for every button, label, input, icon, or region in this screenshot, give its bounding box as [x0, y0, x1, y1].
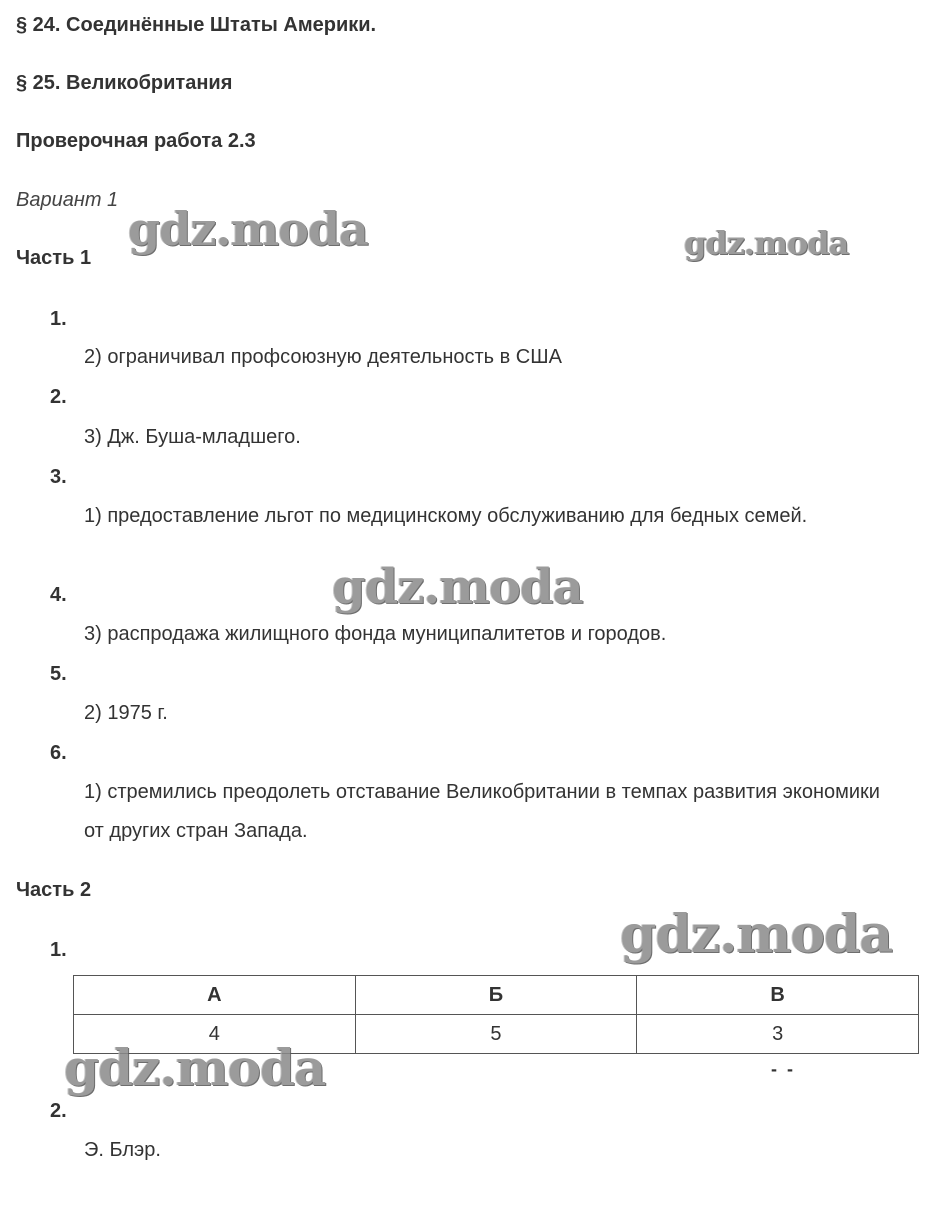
answer-text: 2) ограничивал профсоюзную деятельность в США: [84, 346, 562, 368]
question-number: 4.: [50, 584, 67, 606]
answer-text: 2) 1975 г.: [84, 702, 168, 724]
trailing-marks: - -: [771, 1059, 793, 1079]
table-header-cell: А: [74, 976, 356, 1015]
watermark-logo: gdz.moda: [64, 1038, 326, 1097]
answer-text: Э. Блэр.: [84, 1139, 161, 1161]
table-header-cell: Б: [355, 976, 637, 1015]
table-header-row: [74, 976, 919, 1015]
question-number: 3.: [50, 466, 67, 488]
section-25-heading: § 25. Великобритания: [16, 72, 233, 94]
table-cell: 3: [637, 1015, 919, 1054]
table-cell: 4: [74, 1015, 356, 1054]
answer-text: 3) распродажа жилищного фонда муниципалитетов и городов.: [84, 623, 667, 645]
watermark-logo: gdz.moda: [684, 224, 849, 262]
variant-label: Вариант 1: [16, 189, 119, 211]
answer-table: [73, 975, 919, 1054]
table-cell: 5: [355, 1015, 637, 1054]
question-number: 1.: [50, 939, 67, 961]
test-title: Проверочная работа 2.3: [16, 130, 256, 152]
question-number: 5.: [50, 663, 67, 685]
watermark-logo: gdz.moda: [332, 559, 583, 615]
question-number: 6.: [50, 742, 67, 764]
question-number: 2.: [50, 1100, 67, 1122]
section-24-heading: § 24. Соединённые Штаты Америки.: [16, 14, 377, 36]
table-row: [74, 1015, 919, 1054]
question-number: 2.: [50, 386, 67, 408]
answer-text: 1) предоставление льгот по медицинскому обслуживанию для бедных семей.: [84, 505, 808, 527]
watermark-logo: gdz.moda: [128, 202, 368, 256]
watermark-logo: gdz.moda: [620, 904, 893, 965]
question-number: 1.: [50, 308, 67, 330]
answer-text: 3) Дж. Буша-младшего.: [84, 426, 301, 448]
answer-text: 1) стремились преодолеть отставание Великобритании в темпах развития экономики от других стран Запада.: [84, 781, 880, 842]
part-2-heading: Часть 2: [16, 879, 92, 901]
part-1-heading: Часть 1: [16, 247, 92, 269]
table-header-cell: В: [637, 976, 919, 1015]
